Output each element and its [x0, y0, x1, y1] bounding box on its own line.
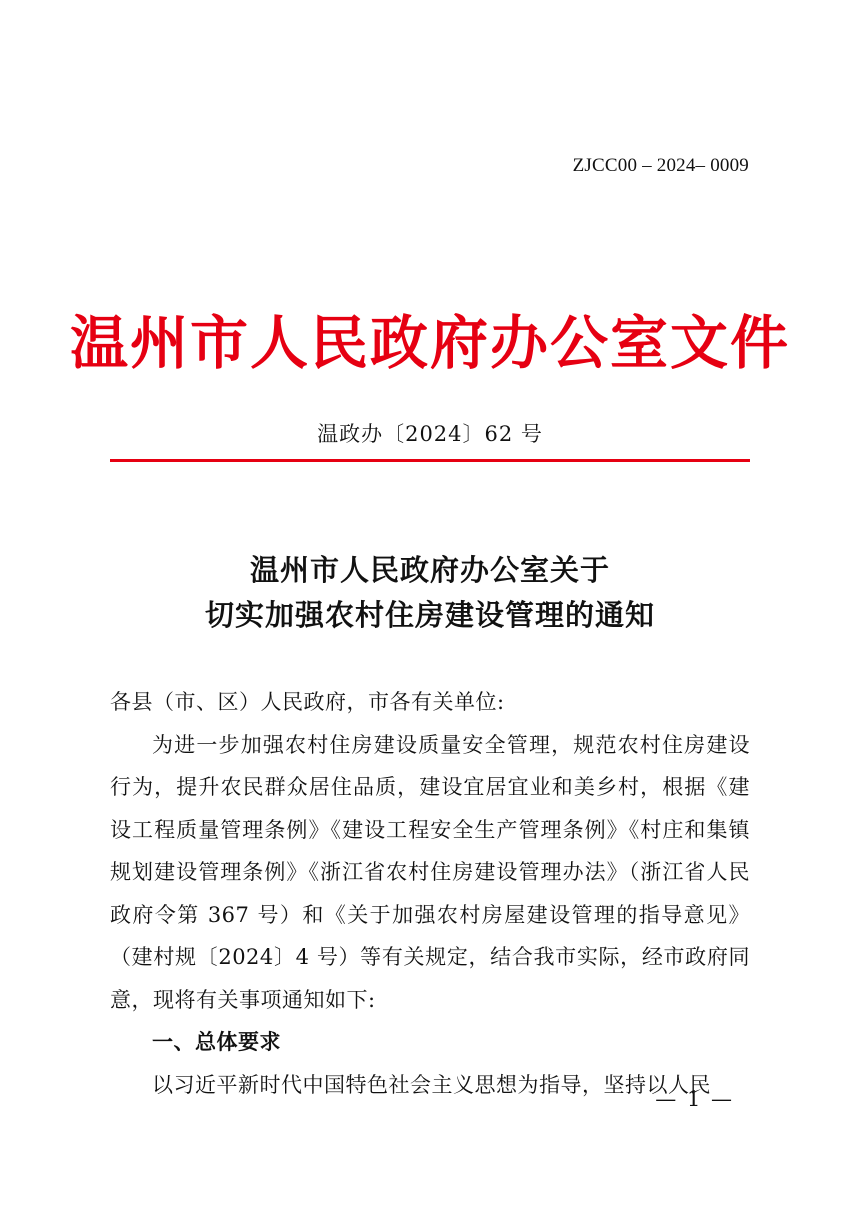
page-number: — 1 —: [655, 1087, 734, 1111]
salutation: 各县（市、区）人民政府，市各有关单位:: [110, 690, 505, 714]
document-title: [0, 548, 860, 638]
title-line-1: 温州市人民政府办公室关于: [249, 553, 610, 587]
document-code: ZJCC00 – 2024– 0009: [572, 155, 749, 176]
section-paragraph: 以习近平新时代中国特色社会主义思想为指导，坚持以人民: [152, 1072, 711, 1097]
title-line-2: 切实加强农村住房建设管理的通知: [204, 598, 655, 632]
masthead-title: 温州市人民政府办公室文件: [69, 309, 790, 377]
body-paragraph: 为进一步加强农村住房建设质量安全管理，规范农村住房建设行为，提升农民群众居住品质，建设宜居宜业和美乡村，根据《建设工程质量管理条例》《建设工程安全生产管理条例》《村庄和集镇规划建设管理条例》《浙江省农村住房建设管理办法》（浙江省人民政府令第 367 号）和《关于加强农村房屋建设管理的指导意见》（建村规〔2024〕4 号）等有关规定，结合我市实际，经市政府同意，现将有关事项通知如下:: [110, 732, 750, 1012]
document-body: [110, 681, 750, 1106]
red-divider-line: [110, 459, 750, 462]
section-heading: 一、总体要求: [152, 1030, 281, 1054]
document-number: 温政办〔2024〕62 号: [317, 422, 543, 446]
